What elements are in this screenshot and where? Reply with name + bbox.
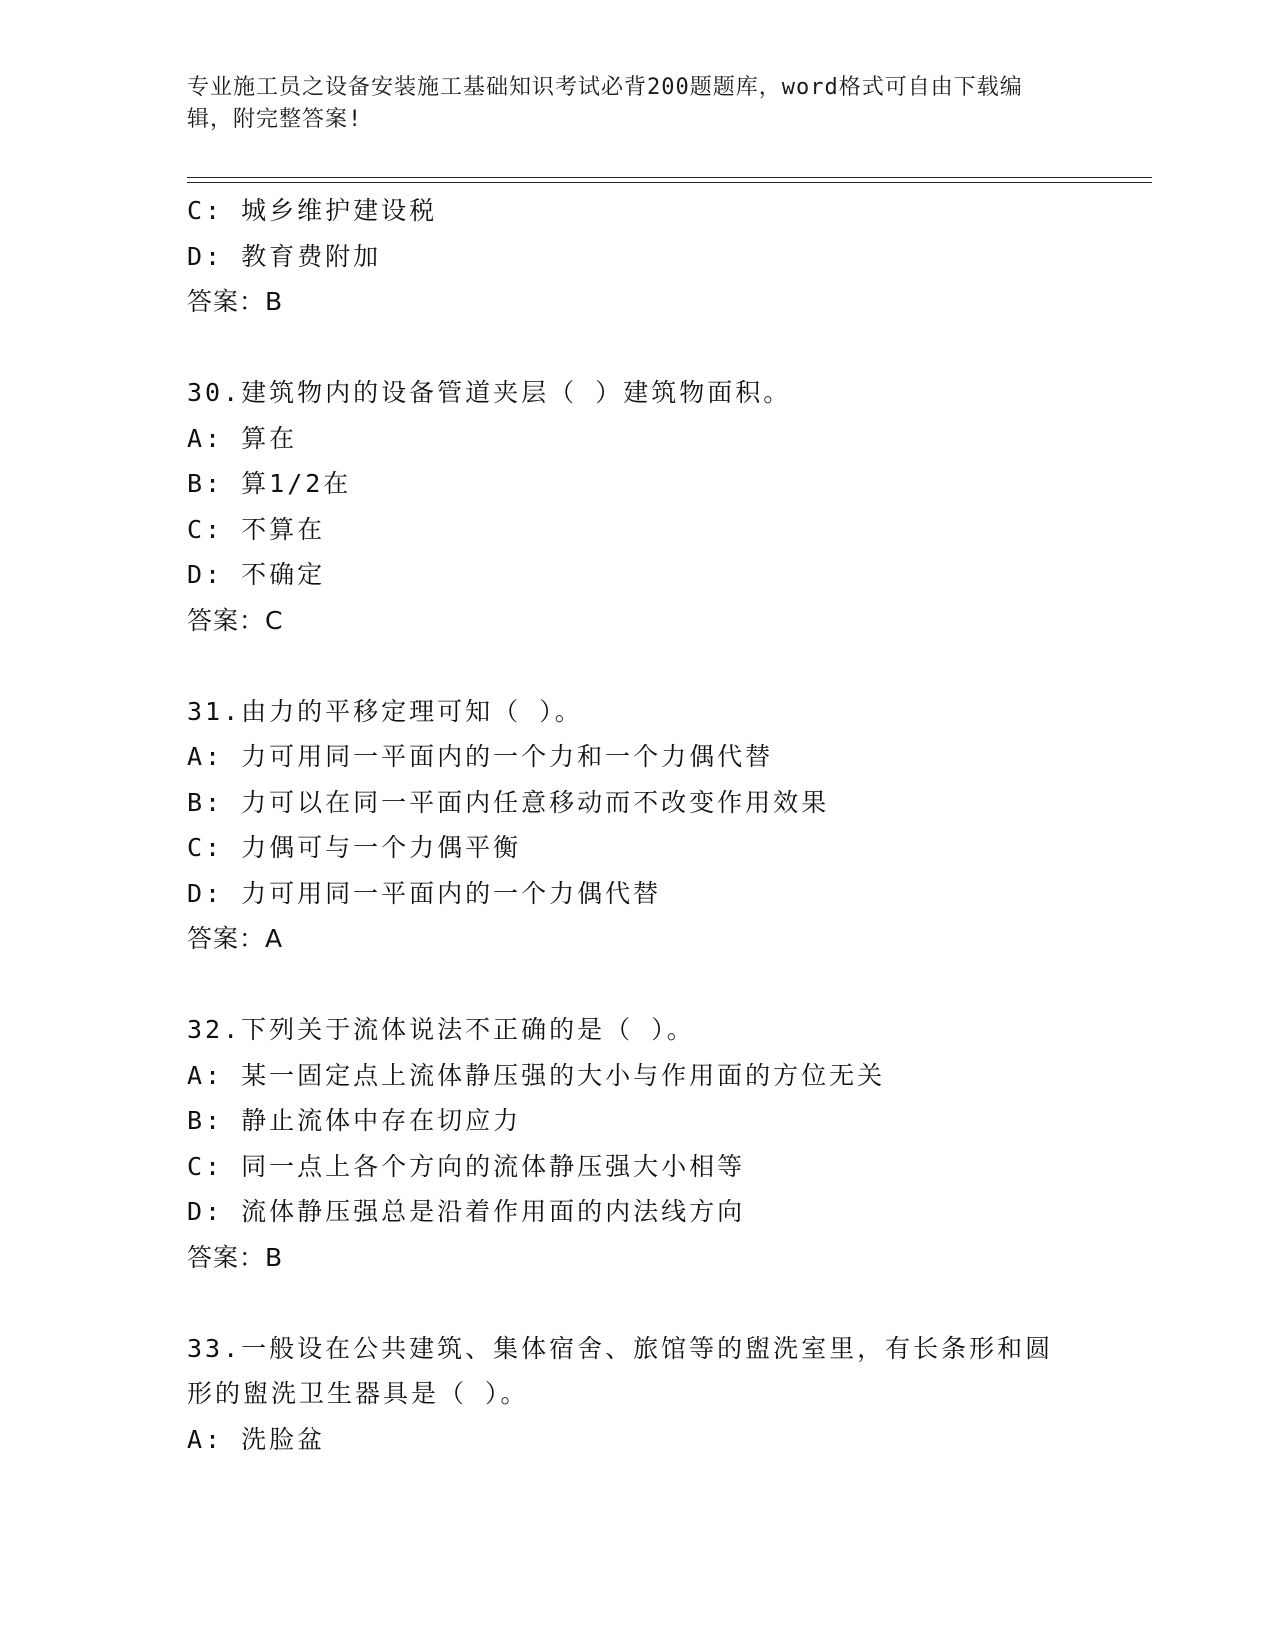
option-d: D: 流体静压强总是沿着作用面的内法线方向	[187, 1197, 746, 1226]
option-b: B: 算1/2在	[187, 469, 352, 498]
option-c: C: 城乡维护建设税	[187, 196, 438, 225]
option-a: A: 力可用同一平面内的一个力和一个力偶代替	[187, 742, 774, 771]
question-31	[187, 689, 1087, 962]
question-33	[187, 1326, 1087, 1463]
option-c: C: 不算在	[187, 514, 326, 544]
question-content	[187, 188, 1087, 1462]
document-header: 专业施工员之设备安装施工基础知识考试必背200题题库，word格式可自由下载编辑，附完整答案!	[187, 75, 1023, 132]
option-b: B: 静止流体中存在切应力	[187, 1106, 522, 1135]
answer-label: 答案：A	[187, 924, 284, 953]
answer-label: 答案：B	[187, 287, 284, 316]
option-d: D: 不确定	[187, 560, 326, 589]
option-c: C: 力偶可与一个力偶平衡	[187, 833, 522, 862]
option-a: A: 洗脸盆	[187, 1424, 326, 1454]
option-c: C: 同一点上各个方向的流体静压强大小相等	[187, 1151, 746, 1181]
spacer	[187, 643, 1087, 689]
spacer	[187, 325, 1087, 371]
question-stem: 31.由力的平移定理可知（ ）。	[187, 696, 583, 726]
header-rule-top	[187, 177, 1152, 178]
question-stem: 33.一般设在公共建筑、集体宿舍、旅馆等的盥洗室里，有长条形和圆形的盥洗卫生器具是（ ）。	[187, 1333, 1054, 1408]
option-a: A: 算在	[187, 423, 298, 453]
spacer	[187, 1280, 1087, 1326]
question-32	[187, 1007, 1087, 1280]
option-a: A: 某一固定点上流体静压强的大小与作用面的方位无关	[187, 1060, 886, 1090]
option-d: D: 力可用同一平面内的一个力偶代替	[187, 878, 662, 908]
answer-label: 答案：B	[187, 1242, 284, 1272]
question-30	[187, 370, 1087, 643]
answer-label: 答案：C	[187, 605, 284, 635]
question-stem: 30.建筑物内的设备管道夹层（ ）建筑物面积。	[187, 378, 792, 407]
option-d: D: 教育费附加	[187, 241, 382, 271]
spacer	[187, 962, 1087, 1008]
question-stem: 32.下列关于流体说法不正确的是（ ）。	[187, 1015, 695, 1044]
option-b: B: 力可以在同一平面内任意移动而不改变作用效果	[187, 787, 830, 817]
header-rule-bottom	[187, 182, 1152, 183]
previous-question-tail	[187, 188, 1087, 325]
